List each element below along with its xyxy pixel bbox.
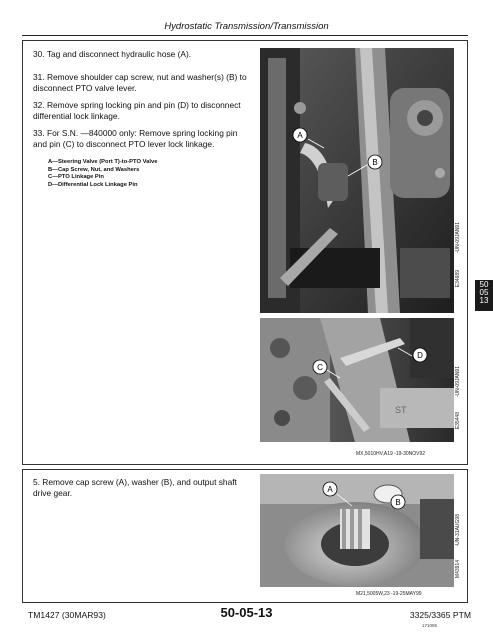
legend-item-d: D—Differential Lock Linkage Pin (48, 181, 138, 188)
legend-item-a: A—Steering Valve (Port T)-to-PTO Valve (48, 159, 158, 165)
callout-a-photo1: A (297, 131, 303, 140)
callout-legend (48, 159, 157, 189)
photo-output-shaft-gear (260, 474, 454, 587)
photo-linkage-pins (260, 318, 454, 442)
footer-page-number: 50-05-13 (220, 605, 273, 620)
step-5: 5. Remove cap screw (A), washer (B), and output shaft drive gear. (33, 477, 237, 498)
figure-id-photo3: M43914 (455, 560, 461, 579)
callout-c-photo2: C (317, 363, 323, 372)
header-rule (22, 35, 468, 36)
running-header: Hydrostatic Transmission/Transmission (164, 21, 329, 32)
svg-text:ST: ST (395, 405, 407, 415)
step-33: 33. For S.N. —840000 only: Remove spring locking pin and pin (C) to disconnect PTO lever lock linkage. (33, 128, 238, 149)
callout-a-photo3: A (327, 485, 333, 494)
photo-hydraulic-hose (260, 48, 454, 313)
callout-d-photo2: D (417, 351, 423, 360)
callout-b-photo1: B (372, 158, 378, 167)
footer-code: 171095 (421, 623, 437, 628)
figure-id-photo2: E35448 (455, 412, 461, 430)
reference-code-2: M21,5005W,23 -19-25MAY99 (356, 591, 422, 597)
figure-date-photo1: -UN-09JAN91 (455, 222, 461, 254)
section-tab-subgroup: 05 (479, 288, 489, 297)
figure-id-photo1: E34689 (455, 270, 461, 288)
step-31: 31. Remove shoulder cap screw, nut and washer(s) (B) to disconnect PTO valve lever. (33, 72, 247, 93)
section-tab-page: 13 (479, 296, 489, 305)
callout-b-photo3: B (395, 498, 401, 507)
legend-item-b: B—Cap Screw, Nut, and Washers (48, 166, 140, 173)
reference-code-1: MX,5010HV,A19 -19-30NOV92 (356, 451, 426, 457)
figure-date-photo3: -UN-31AUG98 (455, 514, 461, 547)
figure-date-photo2: -UN-09JAN91 (455, 366, 461, 398)
footer-model: 3325/3365 PTM (409, 610, 471, 620)
section-tab (475, 280, 493, 311)
step-30: 30. Tag and disconnect hydraulic hose (A). (33, 49, 192, 59)
step-32: 32. Remove spring locking pin and pin (D) to disconnect differential lock linkage. (33, 100, 241, 121)
section-tab-group: 50 (479, 280, 489, 289)
legend-item-c: C—PTO Linkage Pin (48, 174, 104, 181)
footer-manual-id: TM1427 (30MAR93) (28, 610, 106, 620)
